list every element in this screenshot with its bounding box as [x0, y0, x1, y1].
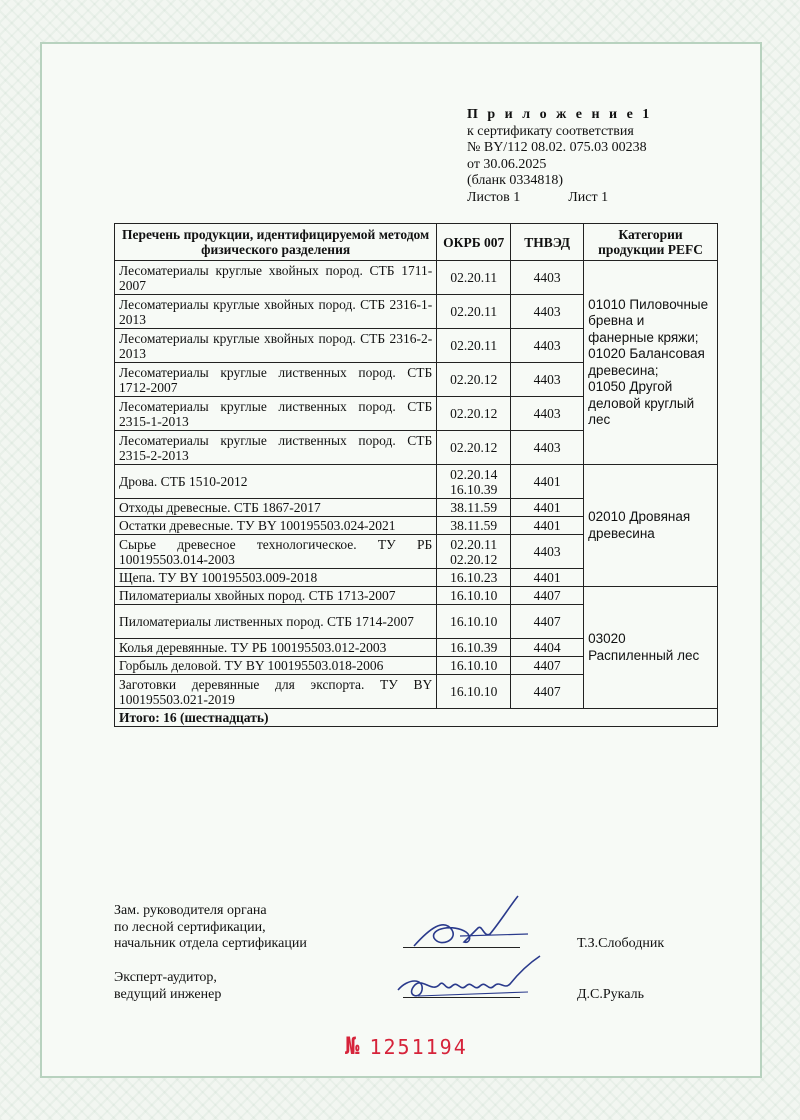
- product-name: Лесоматериалы круглые лиственных пород. СТБ 2315-1-2013: [115, 397, 437, 431]
- product-table: [114, 223, 718, 727]
- annex-title: П р и л о ж е н и е 1: [467, 107, 653, 122]
- signatory-2-title-line: Эксперт-аудитор,: [114, 970, 217, 985]
- product-name: Лесоматериалы круглые лиственных пород. СТБ 2315-2-2013: [115, 431, 437, 465]
- tnved-code: 4403: [511, 261, 584, 295]
- blank-serial-number: [345, 1032, 468, 1060]
- product-name: Лесоматериалы круглые хвойных пород. СТБ 2316-1-2013: [115, 295, 437, 329]
- blank-number: (бланк 0334818): [467, 173, 564, 188]
- pefc-category-text: 03020 Распиленный лес: [588, 631, 700, 663]
- tnved-code: 4401: [511, 499, 584, 517]
- pefc-category: [584, 465, 718, 587]
- signatory-1-title-line: по лесной сертификации,: [114, 919, 266, 935]
- okrb-code: 16.10.23: [437, 569, 511, 587]
- product-name: Горбыль деловой. ТУ BY 100195503.018-2006: [115, 657, 437, 675]
- product-name: Заготовки деревянные для экспорта. ТУ BY 100195503.021-2019: [115, 675, 437, 709]
- pefc-category-text: 02010 Дровяная древесина: [588, 509, 691, 541]
- certificate-date: от 30.06.2025: [467, 156, 547, 172]
- okrb-code: 16.10.10: [437, 657, 511, 675]
- tnved-code: 4407: [511, 605, 584, 639]
- okrb-code: 02.20.14 16.10.39: [437, 465, 511, 499]
- tnved-code: 4403: [511, 363, 584, 397]
- tnved-code: 4403: [511, 329, 584, 363]
- product-name: Сырье древесное технологическое. ТУ РБ 100195503.014-2003: [115, 535, 437, 569]
- signatory-2-title-line: ведущий инженер: [114, 986, 222, 1002]
- table-row: [115, 587, 718, 605]
- product-name: Пиломатериалы хвойных пород. СТБ 1713-2007: [115, 587, 437, 605]
- sheet-current: Лист 1: [568, 189, 609, 205]
- okrb-code: 16.10.10: [437, 675, 511, 709]
- product-name: Пиломатериалы лиственных пород. СТБ 1714-2007: [115, 605, 437, 639]
- product-name: Колья деревянные. ТУ РБ 100195503.012-2003: [115, 639, 437, 657]
- total-count: Итого: 16 (шестнадцать): [115, 709, 718, 727]
- signatory-2-title: [114, 970, 221, 1003]
- okrb-code: 16.10.10: [437, 605, 511, 639]
- product-name: Лесоматериалы круглые хвойных пород. СТБ 1711-2007: [115, 261, 437, 295]
- okrb-code: 38.11.59: [437, 499, 511, 517]
- okrb-code: 02.20.12: [437, 363, 511, 397]
- okrb-code: 02.20.11: [437, 329, 511, 363]
- column-header-products: Перечень продукции, идентифицируемой методом физического разделения: [115, 224, 437, 261]
- column-header-pefc: Категории продукции PEFC: [584, 224, 718, 261]
- okrb-code: 02.20.12: [437, 397, 511, 431]
- pefc-category: [584, 587, 718, 709]
- column-header-tnved: ТНВЭД: [511, 224, 584, 261]
- handwritten-signature-2: [388, 950, 558, 1010]
- tnved-code: 4407: [511, 675, 584, 709]
- product-name: Лесоматериалы круглые хвойных пород. СТБ 2316-2-2013: [115, 329, 437, 363]
- product-name: Лесоматериалы круглые лиственных пород. СТБ 1712-2007: [115, 363, 437, 397]
- product-name: Щепа. ТУ BY 100195503.009-2018: [115, 569, 437, 587]
- pefc-category: [584, 261, 718, 465]
- tnved-code: 4403: [511, 397, 584, 431]
- annex-line-1: к сертификату соответствия: [467, 123, 634, 139]
- tnved-code: 4407: [511, 657, 584, 675]
- tnved-code: 4403: [511, 535, 584, 569]
- tnved-code: 4407: [511, 587, 584, 605]
- okrb-code: 38.11.59: [437, 517, 511, 535]
- tnved-code: 4401: [511, 517, 584, 535]
- okrb-code: 02.20.11: [437, 295, 511, 329]
- sheet-info: [467, 190, 652, 207]
- okrb-code: 16.10.39: [437, 639, 511, 657]
- tnved-code: 4403: [511, 431, 584, 465]
- tnved-code: 4401: [511, 569, 584, 587]
- handwritten-signature-1: [400, 888, 540, 958]
- table-header-row: [115, 224, 718, 261]
- okrb-code: 02.20.12: [437, 431, 511, 465]
- pefc-category-text: 01010 Пиловочные бревна и фанерные кряжи; 01020 Балансовая древесина; 01050 Другой деловой круглый лес: [588, 296, 709, 427]
- product-name: Отходы древесные. СТБ 1867-2017: [115, 499, 437, 517]
- signatory-1-title-line: начальник отдела сертификации: [114, 936, 307, 951]
- signatory-1-title: [114, 903, 307, 953]
- signatory-2-name: Д.С.Рукаль: [577, 987, 644, 1002]
- okrb-code: 02.20.11: [437, 261, 511, 295]
- signatory-1-name: Т.З.Слободник: [577, 936, 665, 951]
- certificate-number: № BY/112 08.02. 075.03 00238: [467, 140, 647, 155]
- table-row: [115, 465, 718, 499]
- product-name: Дрова. СТБ 1510-2012: [115, 465, 437, 499]
- table-row: [115, 261, 718, 295]
- tnved-code: 4403: [511, 295, 584, 329]
- signatory-1-title-line: Зам. руководителя органа: [114, 903, 267, 918]
- tnved-code: 4401: [511, 465, 584, 499]
- okrb-code: 02.20.11 02.20.12: [437, 535, 511, 569]
- column-header-okrb: ОКРБ 007: [437, 224, 511, 261]
- serial-prefix: №: [345, 1032, 362, 1060]
- serial-value: 1251194: [369, 1035, 468, 1059]
- tnved-code: 4404: [511, 639, 584, 657]
- sheets-total: Листов 1: [467, 189, 521, 205]
- annex-header: [467, 107, 652, 206]
- table-total-row: [115, 709, 718, 727]
- okrb-code: 16.10.10: [437, 587, 511, 605]
- product-name: Остатки древесные. ТУ BY 100195503.024-2021: [115, 517, 437, 535]
